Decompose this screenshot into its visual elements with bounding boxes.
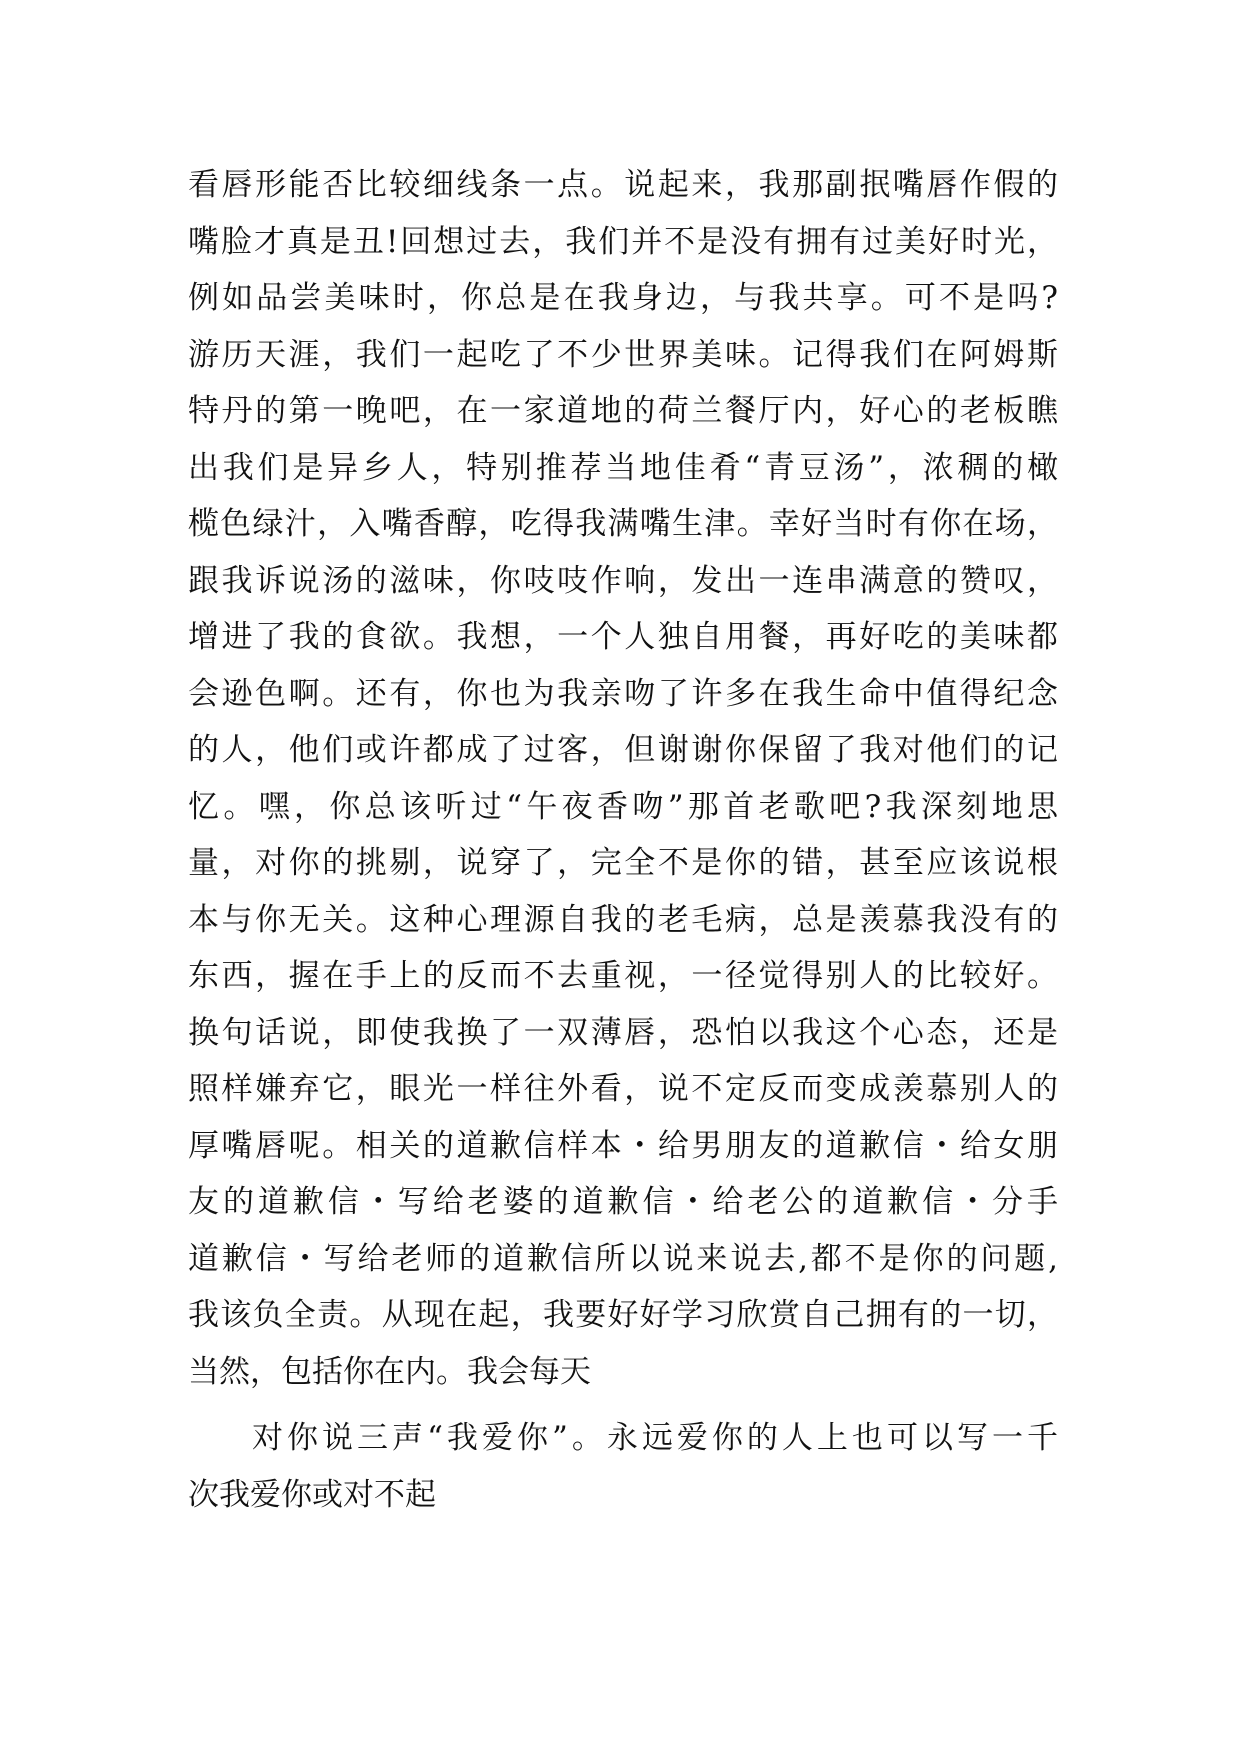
paragraph-2: [188, 1410, 1058, 1523]
paragraph-1: [188, 157, 1058, 1400]
text-line: 的人，他们或许都成了过客，但谢谢你保留了我对他们的记: [188, 732, 1058, 768]
text-line: 我该负全责。从现在起，我要好好学习欣赏自己拥有的一切，: [188, 1297, 1058, 1333]
text-line: 增进了我的食欲。我想，一个人独自用餐，再好吃的美味都: [188, 619, 1058, 655]
text-line: 特丹的第一晚吧，在一家道地的荷兰餐厅内，好心的老板瞧: [188, 393, 1058, 429]
text-line: 榄色绿汁，入嘴香醇，吃得我满嘴生津。幸好当时有你在场，: [188, 506, 1058, 542]
text-line: 友的道歉信・写给老婆的道歉信・给老公的道歉信・分手: [188, 1184, 1058, 1220]
text-line: 道歉信・写给老师的道歉信所以说来说去,都不是你的问题,: [188, 1240, 1058, 1277]
text-line: 忆。嘿，你总该听过“午夜香吻”那首老歌吧?我深刻地思: [188, 788, 1058, 825]
text-line: 次我爱你或对不起: [188, 1476, 436, 1513]
text-line: 对你说三声“我爱你”。永远爱你的人上也可以写一千: [252, 1420, 1058, 1456]
text-line: 出我们是异乡人，特别推荐当地佳肴“青豆汤”，浓稠的橄: [188, 449, 1058, 486]
text-line: 厚嘴唇呢。相关的道歉信样本・给男朋友的道歉信・给女朋: [188, 1127, 1058, 1164]
text-line: 照样嫌弃它，眼光一样往外看，说不定反而变成羡慕别人的: [188, 1071, 1058, 1107]
document-body: [188, 157, 1058, 1523]
text-line: 本与你无关。这种心理源自我的老毛病，总是羡慕我没有的: [188, 901, 1058, 938]
paragraph-gap: [188, 1400, 1058, 1410]
text-line: 当然，包括你在内。我会每天: [188, 1353, 591, 1390]
text-line: 换句话说，即使我换了一双薄唇，恐怕以我这个心态，还是: [188, 1014, 1058, 1051]
text-line: 看唇形能否比较细线条一点。说起来，我那副抿嘴唇作假的: [188, 167, 1058, 203]
text-line: 东西，握在手上的反而不去重视，一径觉得别人的比较好。: [188, 958, 1058, 994]
text-line: 会逊色啊。还有，你也为我亲吻了许多在我生命中值得纪念: [188, 675, 1058, 712]
text-line: 量，对你的挑剔，说穿了，完全不是你的错，甚至应该说根: [188, 845, 1058, 881]
text-line: 跟我诉说汤的滋味，你吱吱作响，发出一连串满意的赞叹，: [188, 562, 1058, 599]
text-line: 嘴脸才真是丑!回想过去，我们并不是没有拥有过美好时光，: [188, 223, 1058, 260]
text-line: 游历天涯，我们一起吃了不少世界美味。记得我们在阿姆斯: [188, 336, 1058, 373]
text-line: 例如品尝美味时，你总是在我身边，与我共享。可不是吗?: [188, 280, 1058, 316]
